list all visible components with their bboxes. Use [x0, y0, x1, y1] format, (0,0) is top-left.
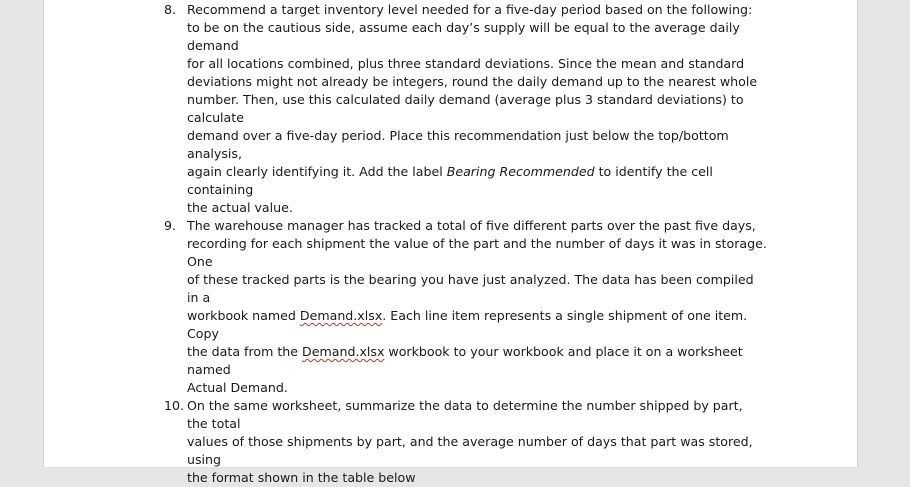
list-item-8: [44, 1, 767, 217]
list-number: 10.: [164, 398, 185, 413]
list-item-10: [44, 397, 767, 487]
text-line: of these tracked parts is the bearing you have just analyzed. The data has been compiled in a: [187, 272, 754, 305]
spellcheck-word[interactable]: Demand.xlsx: [299, 308, 383, 323]
text-line: Actual Demand.: [187, 380, 288, 395]
text-run: the data from the: [187, 344, 303, 359]
text-line: Recommend a target inventory level needed for a five-day period based on the following:: [187, 2, 753, 17]
text-run: again clearly identifying it. Add the label: [187, 164, 447, 179]
text-line: the actual value.: [187, 200, 293, 215]
text-line: [187, 163, 767, 199]
document-page[interactable]: [43, 0, 858, 485]
text-line: The warehouse manager has tracked a total of five different parts over the past five days,: [187, 218, 756, 233]
text-line: the format shown in the table below: [187, 470, 416, 485]
text-line: [187, 307, 767, 343]
text-run: to identify the cell containing: [187, 164, 713, 197]
text-line: to be on the cautious side, assume each day’s supply will be equal to the average daily demand: [187, 20, 740, 53]
text-run: . Each line item represents a single shipment of one item. Copy: [187, 308, 748, 341]
text-line: for all locations combined, plus three standard deviations. Since the mean and standard: [187, 56, 745, 71]
text-line: On the same worksheet, summarize the data to determine the number shipped by part, the total: [187, 398, 743, 431]
text-line: values of those shipments by part, and the average number of days that part was stored, using: [187, 434, 753, 467]
spellcheck-word[interactable]: Demand.xlsx: [302, 344, 385, 359]
text-line: [187, 343, 767, 379]
numbered-list: [44, 1, 859, 487]
text-line: demand over a five-day period. Place this recommendation just below the top/bottom analysis,: [187, 128, 729, 161]
italic-label: Bearing Recommended: [446, 164, 595, 179]
list-number: 8.: [164, 2, 177, 17]
text-line: recording for each shipment the value of the part and the number of days it was in storage. One: [187, 236, 767, 269]
list-number: 9.: [164, 218, 177, 233]
text-run: workbook to your workbook and place it on a worksheet named: [187, 344, 743, 377]
list-item-9: [44, 217, 767, 397]
text-line: deviations might not already be integers, round the daily demand up to the nearest whole: [187, 74, 758, 89]
text-line: number. Then, use this calculated daily demand (average plus 3 standard deviations) to calculate: [187, 92, 744, 125]
text-run: workbook named: [187, 308, 300, 323]
